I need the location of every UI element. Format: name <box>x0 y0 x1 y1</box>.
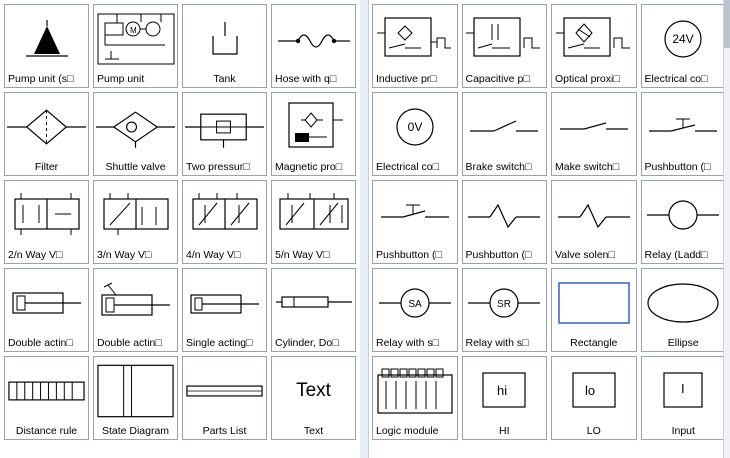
stencil-item-text[interactable] <box>271 356 356 440</box>
optical-proximity-sensor-icon <box>552 5 636 73</box>
stencil-item-label: Pushbutton (□ <box>376 249 442 261</box>
stencil-item-input[interactable] <box>641 356 727 440</box>
stencil-item-label: Single acting□ <box>186 337 253 349</box>
stencil-item-label: LO <box>586 425 601 437</box>
stencil-item-label: Inductive pr□ <box>376 73 437 85</box>
two-pressure-valve-icon <box>183 93 266 161</box>
stencil-item-label: Magnetic pro□ <box>275 161 343 173</box>
capacitive-proximity-sensor-icon <box>463 5 547 73</box>
stencil-item-label: Parts List <box>202 425 247 437</box>
valve-5n-way-icon <box>272 181 355 249</box>
lo-block-icon <box>552 357 636 425</box>
stencil-item-label: 2/n Way V□ <box>8 249 63 261</box>
inductive-proximity-sensor-icon <box>373 5 457 73</box>
svg-text:SR: SR <box>497 299 512 310</box>
svg-text:M: M <box>129 26 137 35</box>
stencil-item-label: Logic module <box>376 425 439 437</box>
hydraulic-pneumatic-stencil-pane <box>0 0 360 458</box>
stencil-item-label: Rectangle <box>570 337 618 349</box>
svg-text:hi: hi <box>497 383 508 398</box>
brake-switch-icon <box>463 93 547 161</box>
stencil-item-label: Valve solen□ <box>555 249 615 261</box>
pushbutton-1-icon <box>642 93 726 161</box>
single-acting-cylinder-icon <box>183 269 266 337</box>
stencil-item-label: Make switch□ <box>555 161 620 173</box>
stencil-item-pushbutton-3[interactable] <box>462 180 548 264</box>
relay-with-switch-off-delay-icon <box>463 269 547 337</box>
pump-unit-circuit-icon <box>94 5 177 73</box>
stencil-item-two-pressure-valve[interactable] <box>182 92 267 176</box>
cylinder-double-rod-icon <box>272 269 355 337</box>
relay-with-switch-on-delay-icon <box>373 269 457 337</box>
stencil-item-label: State Diagram <box>101 425 170 437</box>
stencil-item-label: Cylinder, Do□ <box>275 337 339 349</box>
stencil-item-state-diagram[interactable] <box>93 356 178 440</box>
rectangle-shape-icon <box>552 269 636 337</box>
stencil-grid-right <box>368 0 730 444</box>
stencil-item-pushbutton-1[interactable] <box>641 92 727 176</box>
stencil-item-label: Distance rule <box>15 425 78 437</box>
stencil-item-label: Relay with s□ <box>465 337 529 349</box>
stencil-item-label: 5/n Way V□ <box>275 249 330 261</box>
make-switch-icon <box>552 93 636 161</box>
double-acting-cylinder-2-icon <box>94 269 177 337</box>
stencil-item-valve-3n-way[interactable] <box>93 180 178 264</box>
pump-unit-filled-triangle-icon <box>5 5 88 73</box>
electrical-source-24v-icon <box>642 5 726 73</box>
stencil-item-label: Input <box>671 425 695 437</box>
stencil-item-logic-module[interactable] <box>372 356 458 440</box>
svg-text:0V: 0V <box>407 120 423 134</box>
stencil-item-inductive-proximity-sensor[interactable] <box>372 4 458 88</box>
stencil-item-label: Double actin□ <box>97 337 162 349</box>
magnetic-proximity-switch-icon <box>272 93 355 161</box>
text-block-preview: Text <box>296 380 331 401</box>
electrical-logic-stencil-pane <box>360 0 730 458</box>
stencil-item-valve-4n-way[interactable] <box>182 180 267 264</box>
relay-ladder-coil-icon <box>642 181 726 249</box>
stencil-item-label: Relay with s□ <box>376 337 439 349</box>
stencil-item-distance-rule[interactable] <box>4 356 89 440</box>
parts-list-icon <box>183 357 266 425</box>
stencil-item-label: Double actin□ <box>8 337 73 349</box>
stencil-item-make-switch[interactable] <box>551 92 637 176</box>
stencil-item-hose-with-quick-coupling[interactable] <box>271 4 356 88</box>
stencil-item-label: Capacitive p□ <box>465 73 530 85</box>
stencil-item-tank[interactable] <box>182 4 267 88</box>
valve-2n-way-icon <box>5 181 88 249</box>
stencil-item-label: Pushbutton (□ <box>465 249 532 261</box>
scrollbar-thumb[interactable] <box>724 0 730 48</box>
stencil-item-valve-5n-way[interactable] <box>271 180 356 264</box>
stencil-item-label: Hose with q□ <box>275 73 337 85</box>
stencil-item-valve-2n-way[interactable] <box>4 180 89 264</box>
stencil-item-double-acting-cylinder-2[interactable] <box>93 268 178 352</box>
stencil-item-parts-list[interactable] <box>182 356 267 440</box>
stencil-item-label: Filter <box>34 161 59 173</box>
stencil-item-valve-solenoid[interactable] <box>551 180 637 264</box>
vertical-scrollbar[interactable] <box>723 0 730 458</box>
input-block-icon <box>642 357 726 425</box>
stencil-item-ellipse[interactable] <box>641 268 727 352</box>
stencil-item-relay-with-switch-on-delay[interactable] <box>372 268 458 352</box>
stencil-item-relay-ladder-coil[interactable] <box>641 180 727 264</box>
filter-diamond-icon <box>5 93 88 161</box>
valve-3n-way-icon <box>94 181 177 249</box>
svg-text:lo: lo <box>584 383 595 398</box>
stencil-grid-left <box>0 0 360 444</box>
stencil-item-pump-unit-simple[interactable] <box>4 4 89 88</box>
stencil-item-label: Pushbutton (□ <box>644 161 711 173</box>
stencil-item-label: Ellipse <box>667 337 699 349</box>
tank-icon <box>183 5 266 73</box>
stencil-item-electrical-source-24v[interactable] <box>641 4 727 88</box>
electrical-source-0v-icon <box>373 93 457 161</box>
stencil-item-shuttle-valve[interactable] <box>93 92 178 176</box>
stencil-item-single-acting-cylinder[interactable] <box>182 268 267 352</box>
stencil-item-label: Electrical co□ <box>376 161 439 173</box>
state-diagram-icon <box>94 357 177 425</box>
pushbutton-2-icon <box>373 181 457 249</box>
stencil-item-label: 3/n Way V□ <box>97 249 152 261</box>
stencil-item-electrical-source-0v[interactable] <box>372 92 458 176</box>
stencil-item-optical-proximity-sensor[interactable] <box>551 4 637 88</box>
stencil-item-label: Optical proxi□ <box>555 73 620 85</box>
hi-block-icon <box>463 357 547 425</box>
stencil-item-relay-with-switch-off-delay[interactable] <box>462 268 548 352</box>
stencil-item-label: Electrical co□ <box>644 73 708 85</box>
stencil-item-pushbutton-2[interactable] <box>372 180 458 264</box>
stencil-item-label: Two pressur□ <box>186 161 250 173</box>
stencil-item-label: Brake switch□ <box>465 161 532 173</box>
svg-text:24V: 24V <box>672 32 694 46</box>
distance-rule-icon <box>5 357 88 425</box>
stencil-item-pump-unit[interactable] <box>93 4 178 88</box>
stencil-item-label: Relay (Ladd□ <box>644 249 708 261</box>
hose-with-quick-coupling-icon <box>272 5 355 73</box>
stencil-item-label: Tank <box>213 73 236 85</box>
stencil-item-hi[interactable] <box>462 356 548 440</box>
shuttle-valve-icon <box>94 93 177 161</box>
svg-text:SA: SA <box>408 299 422 310</box>
stencil-item-label: Shuttle valve <box>105 161 166 173</box>
stencil-item-double-acting-cylinder-1[interactable] <box>4 268 89 352</box>
stencil-item-label: HI <box>499 425 510 437</box>
stencil-item-rectangle[interactable] <box>551 268 637 352</box>
stencil-item-filter[interactable] <box>4 92 89 176</box>
stencil-item-cylinder-double-rod[interactable] <box>271 268 356 352</box>
pushbutton-3-icon <box>463 181 547 249</box>
double-acting-cylinder-1-icon <box>5 269 88 337</box>
stencil-item-label: Pump unit <box>97 73 145 85</box>
valve-solenoid-icon <box>552 181 636 249</box>
stencil-item-brake-switch[interactable] <box>462 92 548 176</box>
stencil-item-capacitive-proximity-sensor[interactable] <box>462 4 548 88</box>
ellipse-shape-icon <box>642 269 726 337</box>
svg-text:I: I <box>681 381 685 396</box>
stencil-item-label: Text <box>303 425 324 437</box>
valve-4n-way-icon <box>183 181 266 249</box>
stencil-item-label: 4/n Way V□ <box>186 249 241 261</box>
stencil-item-magnetic-proximity-switch[interactable] <box>271 92 356 176</box>
logic-module-icon <box>373 357 457 425</box>
stencil-item-lo[interactable] <box>551 356 637 440</box>
text-block-icon <box>272 357 355 425</box>
stencil-item-label: Pump unit (s□ <box>8 73 74 85</box>
